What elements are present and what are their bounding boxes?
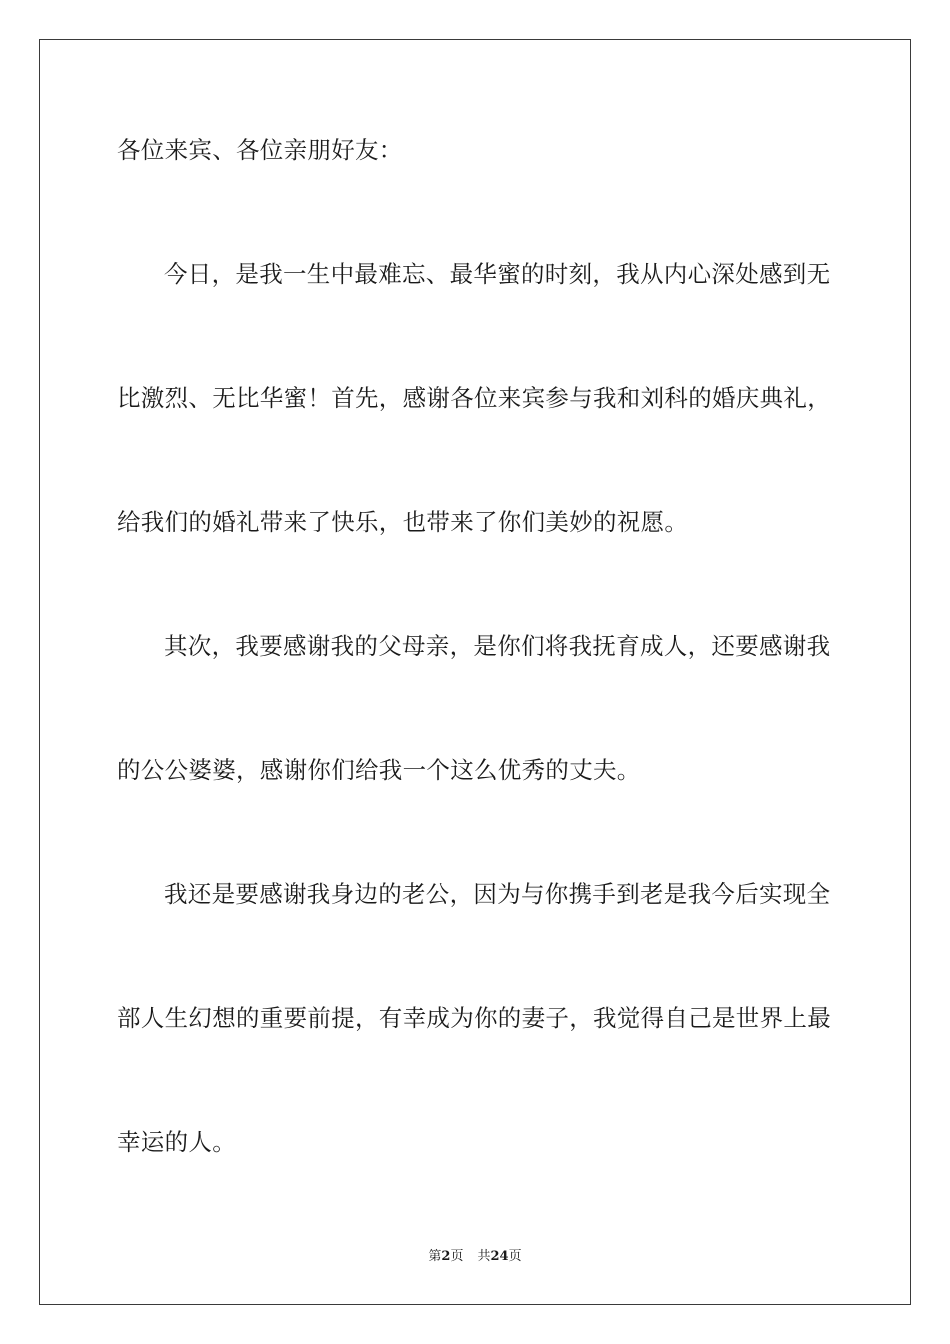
salutation: 各位来宾、各位亲朋好友： xyxy=(117,136,403,164)
paragraph-2-line-2: 的公公婆婆，感谢你们给我一个这么优秀的丈夫。 xyxy=(117,756,641,784)
page-footer xyxy=(0,1248,950,1266)
paragraph-1-line-1: 今日，是我一生中最难忘、最华蜜的时刻，我从内心深处感到无 xyxy=(164,260,831,288)
paragraph-3-line-1: 我还是要感谢我身边的老公，因为与你携手到老是我今后实现全 xyxy=(164,880,831,908)
paragraph-1-line-3: 给我们的婚礼带来了快乐，也带来了你们美妙的祝愿。 xyxy=(117,508,689,536)
paragraph-3-line-2: 部人生幻想的重要前提，有幸成为你的妻子，我觉得自己是世界上最 xyxy=(117,1004,831,1032)
total-prefix: 共 xyxy=(477,1249,491,1264)
page-prefix: 第 xyxy=(428,1249,442,1264)
paragraph-2-line-1: 其次，我要感谢我的父母亲，是你们将我抚育成人，还要感谢我 xyxy=(164,632,831,660)
total-pages: 24 xyxy=(490,1249,509,1264)
total-suffix: 页 xyxy=(508,1249,522,1264)
page-suffix: 页 xyxy=(450,1249,464,1264)
page-number: 2 xyxy=(441,1249,451,1264)
paragraph-1-line-2: 比激烈、无比华蜜！首先，感谢各位来宾参与我和刘科的婚庆典礼， xyxy=(117,384,831,412)
page-border xyxy=(39,39,911,1305)
paragraph-3-line-3: 幸运的人。 xyxy=(117,1128,236,1156)
